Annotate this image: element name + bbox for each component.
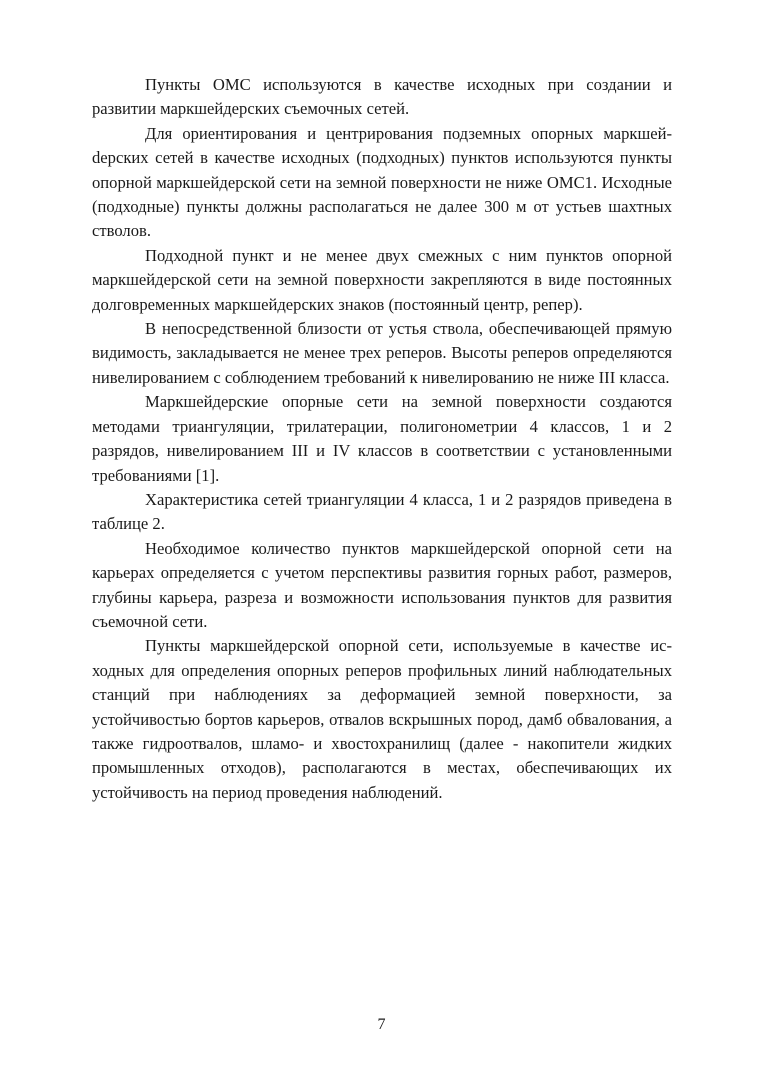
paragraph: Маркшейдерские опорные сети на земной поверхности создаются методами триангуляции, трилатерации, полигонометрии 4 классов, 1 и 2 разрядов, нивелированием III и IV классов в соответствии с установленными требованиями [1]. bbox=[92, 392, 672, 485]
paragraph: Характеристика сетей триангуляции 4 класса, 1 и 2 разрядов приведена в таблице 2. bbox=[92, 489, 672, 534]
paragraph: В непосредственной близости от устья ствола, обеспечивающей прямую видимость, закладывается не менее трех реперов. Высоты реперов определяются нивелированием с соблюдением требований к нивелированию не ниже III класса. bbox=[92, 319, 672, 387]
paragraph: Пункты маркшейдерской опорной сети, используемые в качестве исходных для определения опорных реперов профильных линий наблюдательных станций при наблюдениях за деформацией земной поверхности, за устойчивостью бортов карьеров, отвалов вскрышных пород, дамб обвалования, а также гидроотвалов, шламо- и хвостохранилищ (далее - накопители жидких промышленных отходов), располагаются в местах, обеспечивающих их устойчивость на период проведения наблюдений. bbox=[92, 636, 672, 802]
paragraph: Для ориентирования и центрирования подземных опорных маркшейdерских сетей в качестве исходных (подходных) пунктов используются пункты опорной маркшейдерской сети на земной поверхности не ниже ОМС1. Исходные (подходные) пункты должны располагаться не далее 300 м от устьев шахтных стволов. bbox=[92, 123, 672, 241]
paragraph: Подходной пункт и не менее двух смежных с ним пунктов опорной маркшейдерской сети на земной поверхности закрепляются в виде постоянных долговременных маркшейдерских знаков (постоянный центр, репер). bbox=[92, 245, 672, 314]
paragraph: Пункты ОМС используются в качестве исходных при создании и развитии маркшейдерских съемочных сетей. bbox=[92, 75, 672, 119]
page-number: 7 bbox=[377, 1016, 386, 1033]
body-text bbox=[92, 73, 672, 805]
paragraph: Необходимое количество пунктов маркшейдерской опорной сети на карьерах определяется с учетом перспективы развития горных работ, размеров, глубины карьера, разреза и возможности использования пунктов для развития съемочной сети. bbox=[92, 538, 672, 631]
